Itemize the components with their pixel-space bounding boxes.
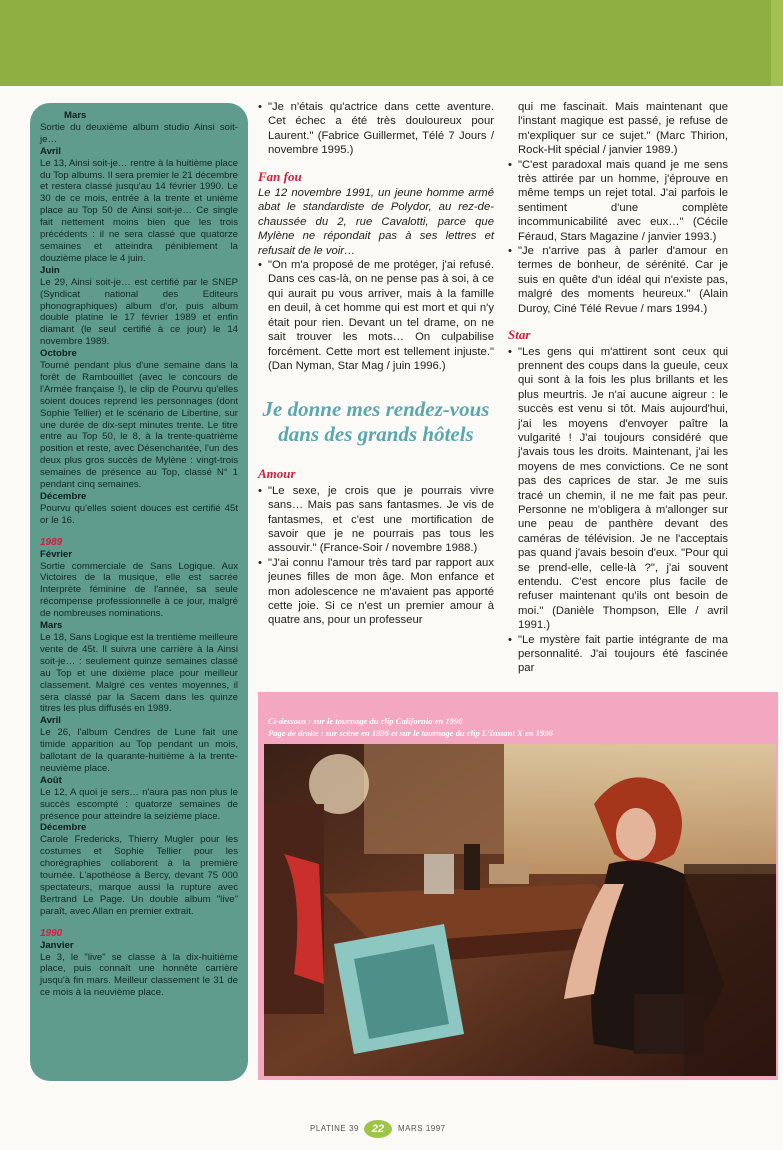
- footer-date: MARS 1997: [398, 1124, 446, 1133]
- page-number: 22: [364, 1120, 392, 1138]
- chrono-month: Avril: [40, 145, 61, 157]
- dressing-room-photo: [264, 744, 776, 1076]
- section-title-amour: Amour: [258, 466, 296, 482]
- lead-paragraph: Le 12 novembre 1991, un jeune homme armé abat le standardiste de Polydor, au rez-de-chaussée du 2, rue Cavalotti, parce que Mylène ne répondait pas à ses lettres et refusait de le voir…: [258, 187, 494, 257]
- article-column-right: [508, 100, 728, 676]
- quote-paragraph: • "J'ai connu l'amour très tard par rapport aux jeunes filles de mon âge. Mon enfance et mon adolescence ne m'avaient pas apporté cette joie. Si ce n'est un premier amour à quatre ans, pour un professeur: [258, 556, 494, 628]
- chrono-month: Décembre: [40, 822, 87, 834]
- quote-paragraph: • "Je n'arrive pas à parler d'amour en termes de bonheur, de sérénité. Car je suis en quête d'un idéal qui n'existe pas, malgré des moments heureux." (Alain Duroy, Ciné Télé Revue / mars 1994.): [508, 244, 728, 316]
- chrono-block: [40, 775, 238, 823]
- section-title-star: Star: [508, 327, 531, 343]
- chrono-month: Février: [40, 548, 72, 560]
- quote-continuation: qui me fascinait. Mais maintenant que l'instant magique est passé, je refuse de m'expliquer sur ce sujet." (Marc Thirion, Rock-Hit spécial / janvier 1989.): [518, 101, 728, 157]
- chrono-text: Le 26, l'album Cendres de Lune fait une timide apparition au Top pendant un mois, ballotant de la quarante-huitième à la trente-neuvième place.: [40, 727, 238, 774]
- chrono-block: [40, 715, 238, 775]
- chrono-month: Août: [40, 774, 62, 786]
- chrono-month: Avril: [40, 715, 61, 727]
- quote-paragraph: • "Les gens qui m'attirent sont ceux qui prennent des coups dans la gueule, ceux qui sont à la fois les plus brillants et les plus meurtris. Je n'ai aucune aigreur : le succès est venu si tôt. Mais aujourd'hui, j'ai les moyens d'envoyer paître la vulgarité ! J'ai toujours considéré que j'avais tous les droits. Maintenant, j'ai les moyens de mes convictions. Ce ne sont pas des caprices de star. Je me suis tracé un chemin, il ne me fait pas peur. Personne ne m'obligera à m'allonger sur une peau de panthère devant des caméras de télévision. Je ne l'acceptais pas quand j'avais besoin d'eux. "Pour qui se prend-elle, celle-là ?", j'ai souvent entendu. C'est encore plus facile de refuser maintenant qu'ils ont besoin de moi." (Danièle Thompson, Elle / avril 1991.): [508, 345, 728, 633]
- photo-caption: [268, 716, 768, 739]
- quote-paragraph: • "Le mystère fait partie intégrante de ma personnalité. J'ai toujours été fascinée par: [508, 633, 728, 676]
- chrono-block: [40, 265, 238, 348]
- caption-line: Ci-dessous : sur le tournage du clip California en 1996: [268, 716, 463, 726]
- page-footer: [310, 1120, 510, 1140]
- chrono-text: Le 13, Ainsi soit-je… rentre à la huitième place du Top albums. Il sera premier le 21 décembre et restera classé jusqu'au 14 février 1990. Le 30 de ce mois, entrée à la trente et unième place au Top 50 de Ainsi soit-je… Ce single fait nettement moins bien que les trois précédents : il ne sera classé que quatorze semaines et atteindra péniblement la douzième place le 4 juin.: [40, 157, 238, 264]
- chrono-block: [40, 146, 238, 265]
- footer-magazine: PLATINE 39: [310, 1124, 359, 1133]
- chrono-month: Octobre: [40, 348, 77, 360]
- chrono-year: 1990: [40, 927, 63, 939]
- chrono-text: Sortie commerciale de Sans Logique. Aux Victoires de la musique, elle est sacrée Interprète féminine de l'année, sa seule récompense professionnelle à ce jour, malgré de nombreuses nominations.: [40, 560, 238, 620]
- quote-paragraph: • "On m'a proposé de me protéger, j'ai refusé. Dans ces cas-là, on ne pense pas à soi, à ce qui aurait pu vous arriver, mais à la famille en deuil, à cet homme qui est mort et qui n'y était pour rien. Devant un tel drame, on ne sait trouver les mots… On culpabilise forcément. Cette mort est tellement injuste." (Dan Nyman, Star Mag / juin 1996.): [258, 258, 494, 373]
- chrono-text: Tourné pendant plus d'une semaine dans la forêt de Rambouillet (avec le concours de l'Armée française !), le clip de Pourvu qu'elles soient douces reprend les personnages (dont Sophie Tellier) et le scénario de Libertine, sur une durée de dix-sept minutes trente. Le titre entre au Top 50, le 8, à la trente-quatrième position et reste, avec Désenchantée, l'un des deux plus gros succès de Mylène : vingt-trois semaines de présence au Top, classé N° 1 pendant cinq semaines.: [40, 360, 238, 491]
- chrono-block: [40, 348, 238, 491]
- chrono-block: [40, 940, 238, 1000]
- top-green-band: [0, 0, 783, 86]
- chrono-month: Juin: [40, 264, 60, 276]
- chrono-month: Janvier: [40, 939, 74, 951]
- chrono-text: Pourvu qu'elles soient douces est certifié 45t or le 16.: [40, 502, 238, 526]
- chrono-block: [40, 620, 238, 715]
- caption-line: Page de droite : sur scène en 1996 et sur le tournage du clip L'Instant X en 1996: [268, 727, 553, 738]
- chrono-block: [40, 491, 238, 527]
- photo-illustration: [264, 744, 776, 1076]
- chrono-block: [40, 110, 238, 146]
- chrono-block: [40, 549, 238, 620]
- chrono-text: Carole Fredericks, Thierry Mugler pour les costumes et Sophie Tellier pour les chorégraphies collaborent à la première tournée. L'apothéose à Bercy, devant 75 000 spectateurs, marque aussi la rupture avec Bertrand Le Page. Un double album "live" paraît, avec Allan en premier extrait.: [40, 834, 238, 917]
- article-column-middle: [258, 100, 494, 628]
- chrono-month: Mars: [40, 620, 63, 632]
- chrono-text: Le 18, Sans Logique est la trentième meilleure vente de 45t. Il suivra une carrière à la Ainsi soit-je… : seulement quinze semaines classé au Top et une dixième place pour meilleur classement. Malgré ces ventes moyennes, il sera classé par la Sacem dans les quinze titres les plus diffusés en 1989.: [40, 631, 238, 715]
- pull-quote: Je donne mes rendez-vous dans des grands hôtels: [262, 397, 490, 447]
- chrono-block: [40, 822, 238, 917]
- chronology-sidebar: [30, 103, 248, 1081]
- chrono-text: Le 29, Ainsi soit-je… est certifié par le SNEP (Syndicat national des Editeurs phonographiques) album d'or, puis album double platine le 17 février 1989 et enfin diamant (le seul certifié à ce jour) le 14 novembre 1989.: [40, 276, 238, 348]
- chrono-text: Sortie du deuxième album studio Ainsi soit-je…: [40, 121, 238, 145]
- chrono-year: 1989: [40, 536, 63, 548]
- quote-paragraph: • "Le sexe, je crois que je pourrais vivre sans… Mais pas sans fantasmes. Je vis de fantasmes, et c'est une mortification de savoir que je ne pourrais pas tous les assouvir." (France-Soir / novembre 1988.): [258, 484, 494, 556]
- quote-paragraph: • "C'est paradoxal mais quand je me sens très attirée par un homme, j'éprouve en même temps un rejet total. J'ai parfois le sentiment d'une complète incommunicabilité avec eux…" (Cécile Féraud, Stars Magazine / janvier 1993.): [508, 158, 728, 244]
- band-edge: [771, 0, 783, 86]
- quote-paragraph: • "Je n'étais qu'actrice dans cette aventure. Cet échec a été très douloureux pour Laurent." (Fabrice Guillermet, Télé 7 Jours / novembre 1995.): [258, 100, 494, 158]
- chrono-text: Le 3, le "live" se classe à la dix-huitième place, puis connaît une honnête carrière jusqu'à fin mars. Meilleur classement le 31 de ce mois à la neuvième place.: [40, 951, 238, 999]
- section-title-fan-fou: Fan fou: [258, 168, 302, 184]
- chrono-month: Décembre: [40, 491, 87, 502]
- chrono-month: Mars: [64, 110, 87, 121]
- chrono-text: Le 12, A quoi je sers… n'aura pas non plus le succès escompté : quatorze semaines de présence pour atteindre la seizième place.: [40, 786, 238, 822]
